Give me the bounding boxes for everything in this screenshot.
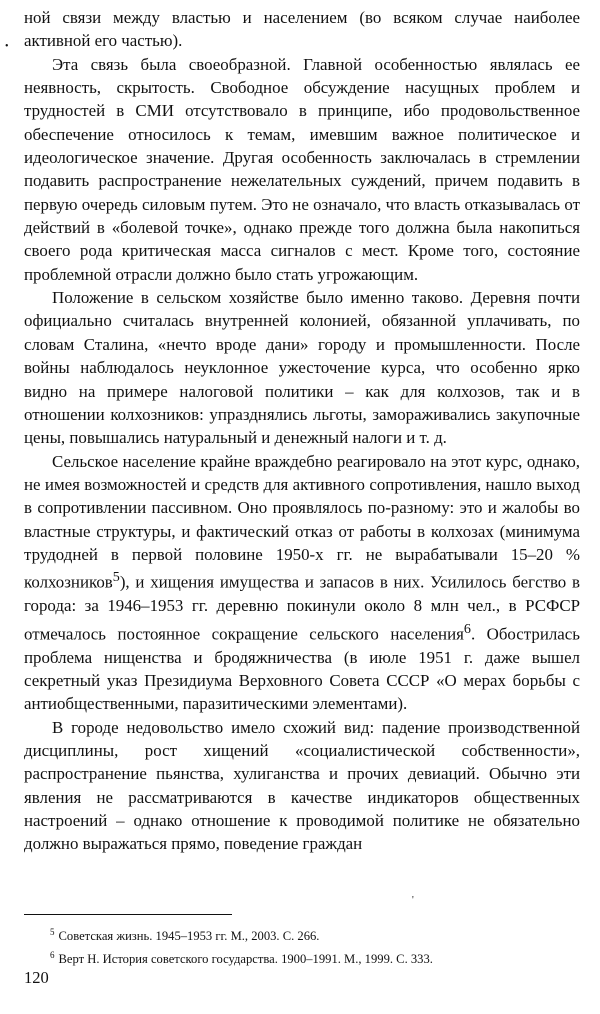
margin-dot-mark: • (5, 41, 9, 52)
body-text (24, 6, 580, 856)
footnote-item (50, 946, 580, 969)
footnote-text: Верт Н. История советского государства. 1900–1991. М., 1999. С. 333. (58, 952, 433, 967)
paragraph-link-nature: Эта связь была своеобразной. Главной особенностью являлась ее неявность, скрытость. Свободное обсуждение насущных проблем и трудностей в СМИ отсутствовало в принципе, ибо продовольственное обеспечение относилось к темам, имевшим важное политическое и идеологическое значение. Другая особенность заключалась в стремлении подавить распространение нежелательных суждений, причем подавить в первую очередь силовым путем. Это не означало, что власть отказывалась от действий в «болевой точке», однако прежде того должна была накопиться своего рода критическая масса сигналов с мест. Кроме того, состояние проблемной отрасли должно было стать угрожающим. (24, 54, 580, 284)
paragraph-city: В городе недовольство имело схожий вид: падение производственной дисциплины, рост хищений «социалистической собственности», распространение пьянства, хулиганства и прочих девиаций. Обычно эти явления не рассматриваются в качестве индикаторов общественных настроений – однако отношение к проводимой политике не обязательно должно выражаться прямо, поведение граждан (24, 717, 580, 854)
footnotes (50, 923, 580, 969)
footnote-divider (24, 914, 232, 915)
footnote-ref-5[interactable]: 5 (112, 569, 120, 586)
rural-text-part1: Сельское население крайне враждебно реагировало на этот курс, однако, не имея возможностей и средств для активного сопротивления, нашло выход в сопротивлении пассивном. Оно проявлялось по-разному: это и жалобы во властные структуры, и фактический отказ от работы в колхозах (минимума трудодней в первой половине 1950-х гг. не вырабатывали 15–20 % колхозников (24, 451, 580, 592)
footnote-mark: 5 (50, 927, 55, 937)
footnote-ref-6[interactable]: 6 (463, 620, 471, 637)
stray-mark: ' (412, 895, 414, 906)
paragraph-agriculture: Положение в сельском хозяйстве было именно таково. Деревня почти официально считалась внутренней колонией, обязанной уплачивать, по словам Сталина, «нечто вроде дани» городу и промышленности. После войны наблюдалось неуклонное ужесточение курса, что особенно ярко видно на примере налоговой политики – как для колхозов, так и в отношении колхозников: упразднялись льготы, замораживались закупочные цены, повышались натуральный и денежный налоги и т. д. (24, 288, 580, 448)
footnote-item (50, 923, 580, 946)
footnote-text: Советская жизнь. 1945–1953 гг. М., 2003. С. 266. (58, 929, 320, 944)
rural-text-part3: . Обострилась проблема нищенства и бродяжничества (в июле 1951 г. даже вышел секретный указ Президиума Верховного Совета СССР «О мерах борьбы с антиобщественными, паразитическими элементами). (24, 624, 580, 714)
page-number: 120 (24, 968, 49, 987)
footnote-mark: 6 (50, 950, 55, 961)
paragraph-continued: ной связи между властью и населением (во всяком случае наиболее активной его частью). (24, 8, 580, 51)
paragraph-rural-resistance (24, 450, 580, 716)
rural-text-part2: ), и хищения имущества и запасов в них. Усилилось бегство в города: за 1946–1953 гг. деревню покинули около 8 млн чел., в РСФСР отмечалось постоянное сокращение сельского населения (24, 572, 580, 644)
